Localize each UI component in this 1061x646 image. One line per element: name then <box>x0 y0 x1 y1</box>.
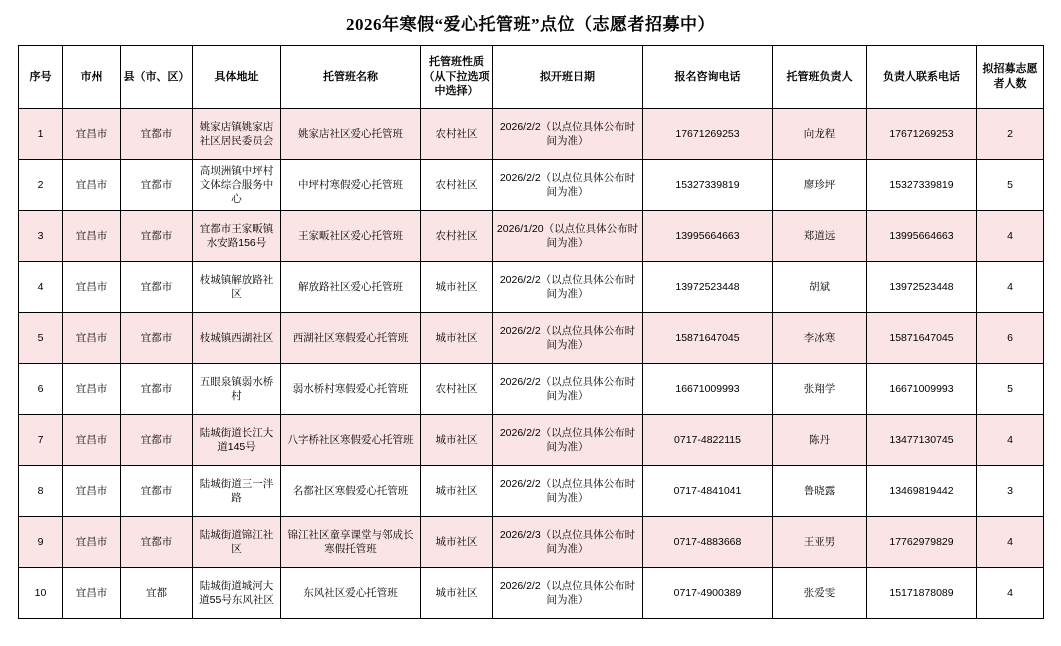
cell-leader-phone: 15171878089 <box>867 568 977 619</box>
cell-address: 陆城街道城河大道55号东风社区 <box>193 568 281 619</box>
cell-nature: 农村社区 <box>421 364 493 415</box>
cell-leader-phone: 13477130745 <box>867 415 977 466</box>
cell-nature: 城市社区 <box>421 313 493 364</box>
cell-name: 解放路社区爱心托管班 <box>281 262 421 313</box>
cell-no: 8 <box>19 466 63 517</box>
cell-nature: 农村社区 <box>421 160 493 211</box>
table-row <box>19 517 1044 568</box>
cell-volunteer-count: 4 <box>977 262 1044 313</box>
cell-city: 宜昌市 <box>63 415 121 466</box>
cell-date: 2026/2/3（以点位具体公布时间为准） <box>493 517 643 568</box>
cell-volunteer-count: 6 <box>977 313 1044 364</box>
cell-leader: 郑道远 <box>773 211 867 262</box>
cell-address: 陆城街道三一泮路 <box>193 466 281 517</box>
column-header-address: 具体地址 <box>193 46 281 109</box>
cell-county: 宜都市 <box>121 364 193 415</box>
cell-leader-phone: 16671009993 <box>867 364 977 415</box>
cell-nature: 城市社区 <box>421 262 493 313</box>
cell-county: 宜都 <box>121 568 193 619</box>
cell-name: 八字桥社区寒假爱心托管班 <box>281 415 421 466</box>
column-header-leader: 托管班负责人 <box>773 46 867 109</box>
column-header-volunteer-count: 拟招募志愿者人数 <box>977 46 1044 109</box>
cell-no: 10 <box>19 568 63 619</box>
cell-no: 3 <box>19 211 63 262</box>
cell-address: 陆城街道长江大道145号 <box>193 415 281 466</box>
cell-no: 6 <box>19 364 63 415</box>
cell-leader: 胡斌 <box>773 262 867 313</box>
table-header-row <box>19 46 1044 109</box>
cell-city: 宜昌市 <box>63 109 121 160</box>
cell-phone: 16671009993 <box>643 364 773 415</box>
cell-city: 宜昌市 <box>63 364 121 415</box>
cell-no: 4 <box>19 262 63 313</box>
cell-date: 2026/2/2（以点位具体公布时间为准） <box>493 568 643 619</box>
cell-date: 2026/2/2（以点位具体公布时间为准） <box>493 313 643 364</box>
cell-county: 宜都市 <box>121 517 193 568</box>
cell-county: 宜都市 <box>121 415 193 466</box>
tuoguan-班-table <box>18 45 1044 619</box>
cell-leader: 廖珍坪 <box>773 160 867 211</box>
column-header-date: 拟开班日期 <box>493 46 643 109</box>
cell-county: 宜都市 <box>121 466 193 517</box>
table-row <box>19 364 1044 415</box>
cell-name: 王家畈社区爱心托管班 <box>281 211 421 262</box>
cell-nature: 城市社区 <box>421 415 493 466</box>
cell-leader: 陈丹 <box>773 415 867 466</box>
table-row <box>19 568 1044 619</box>
cell-phone: 15327339819 <box>643 160 773 211</box>
cell-name: 姚家店社区爱心托管班 <box>281 109 421 160</box>
cell-name: 西湖社区寒假爱心托管班 <box>281 313 421 364</box>
table-container <box>0 45 1061 619</box>
cell-name: 弱水桥村寒假爱心托管班 <box>281 364 421 415</box>
cell-leader: 向龙程 <box>773 109 867 160</box>
cell-phone: 0717-4883668 <box>643 517 773 568</box>
cell-no: 5 <box>19 313 63 364</box>
cell-leader-phone: 13469819442 <box>867 466 977 517</box>
column-header-name: 托管班名称 <box>281 46 421 109</box>
cell-county: 宜都市 <box>121 160 193 211</box>
cell-county: 宜都市 <box>121 109 193 160</box>
cell-leader-phone: 13995664663 <box>867 211 977 262</box>
cell-volunteer-count: 4 <box>977 415 1044 466</box>
cell-phone: 0717-4841041 <box>643 466 773 517</box>
cell-leader: 鲁晓露 <box>773 466 867 517</box>
cell-address: 枝城镇西湖社区 <box>193 313 281 364</box>
cell-date: 2026/2/2（以点位具体公布时间为准） <box>493 415 643 466</box>
table-row <box>19 262 1044 313</box>
cell-city: 宜昌市 <box>63 313 121 364</box>
cell-date: 2026/2/2（以点位具体公布时间为准） <box>493 160 643 211</box>
cell-date: 2026/2/2（以点位具体公布时间为准） <box>493 364 643 415</box>
table-row <box>19 313 1044 364</box>
cell-name: 名都社区寒假爱心托管班 <box>281 466 421 517</box>
cell-date: 2026/2/2（以点位具体公布时间为准） <box>493 262 643 313</box>
cell-city: 宜昌市 <box>63 466 121 517</box>
cell-address: 枝城镇解放路社区 <box>193 262 281 313</box>
table-row <box>19 466 1044 517</box>
cell-no: 9 <box>19 517 63 568</box>
cell-name: 锦江社区童享课堂与邻成长寒假托管班 <box>281 517 421 568</box>
cell-volunteer-count: 4 <box>977 517 1044 568</box>
cell-no: 2 <box>19 160 63 211</box>
cell-phone: 0717-4822115 <box>643 415 773 466</box>
cell-address: 宜都市王家畈镇水安路156号 <box>193 211 281 262</box>
cell-address: 姚家店镇姚家店社区居民委员会 <box>193 109 281 160</box>
cell-volunteer-count: 3 <box>977 466 1044 517</box>
cell-date: 2026/2/2（以点位具体公布时间为准） <box>493 109 643 160</box>
cell-phone: 15871647045 <box>643 313 773 364</box>
cell-county: 宜都市 <box>121 262 193 313</box>
cell-leader-phone: 15327339819 <box>867 160 977 211</box>
cell-nature: 农村社区 <box>421 109 493 160</box>
cell-leader: 王亚男 <box>773 517 867 568</box>
table-row <box>19 160 1044 211</box>
column-header-phone: 报名咨询电话 <box>643 46 773 109</box>
cell-nature: 城市社区 <box>421 517 493 568</box>
cell-phone: 13995664663 <box>643 211 773 262</box>
column-header-county: 县（市、区） <box>121 46 193 109</box>
cell-date: 2026/1/20（以点位具体公布时间为准） <box>493 211 643 262</box>
cell-city: 宜昌市 <box>63 211 121 262</box>
cell-leader-phone: 13972523448 <box>867 262 977 313</box>
cell-nature: 农村社区 <box>421 211 493 262</box>
cell-county: 宜都市 <box>121 211 193 262</box>
cell-volunteer-count: 2 <box>977 109 1044 160</box>
column-header-nature: 托管班性质（从下拉选项中选择） <box>421 46 493 109</box>
cell-city: 宜昌市 <box>63 160 121 211</box>
cell-leader: 张翔学 <box>773 364 867 415</box>
column-header-city: 市州 <box>63 46 121 109</box>
column-header-leader-phone: 负责人联系电话 <box>867 46 977 109</box>
cell-address: 五眼泉镇弱水桥村 <box>193 364 281 415</box>
cell-name: 东风社区爱心托管班 <box>281 568 421 619</box>
table-row <box>19 109 1044 160</box>
cell-leader-phone: 15871647045 <box>867 313 977 364</box>
table-row <box>19 415 1044 466</box>
cell-volunteer-count: 4 <box>977 568 1044 619</box>
cell-phone: 0717-4900389 <box>643 568 773 619</box>
cell-leader: 李冰寒 <box>773 313 867 364</box>
cell-volunteer-count: 4 <box>977 211 1044 262</box>
cell-nature: 城市社区 <box>421 466 493 517</box>
page-title: 2026年寒假“爱心托管班”点位（志愿者招募中） <box>346 15 715 34</box>
cell-no: 7 <box>19 415 63 466</box>
cell-address: 高坝洲镇中坪村文体综合服务中心 <box>193 160 281 211</box>
cell-leader-phone: 17762979829 <box>867 517 977 568</box>
cell-nature: 城市社区 <box>421 568 493 619</box>
column-header-no: 序号 <box>19 46 63 109</box>
cell-no: 1 <box>19 109 63 160</box>
cell-county: 宜都市 <box>121 313 193 364</box>
cell-name: 中坪村寒假爱心托管班 <box>281 160 421 211</box>
cell-address: 陆城街道锦江社区 <box>193 517 281 568</box>
cell-leader: 张爱雯 <box>773 568 867 619</box>
cell-city: 宜昌市 <box>63 262 121 313</box>
cell-city: 宜昌市 <box>63 517 121 568</box>
cell-city: 宜昌市 <box>63 568 121 619</box>
table-row <box>19 211 1044 262</box>
cell-leader-phone: 17671269253 <box>867 109 977 160</box>
cell-volunteer-count: 5 <box>977 364 1044 415</box>
cell-volunteer-count: 5 <box>977 160 1044 211</box>
cell-date: 2026/2/2（以点位具体公布时间为准） <box>493 466 643 517</box>
cell-phone: 17671269253 <box>643 109 773 160</box>
cell-phone: 13972523448 <box>643 262 773 313</box>
